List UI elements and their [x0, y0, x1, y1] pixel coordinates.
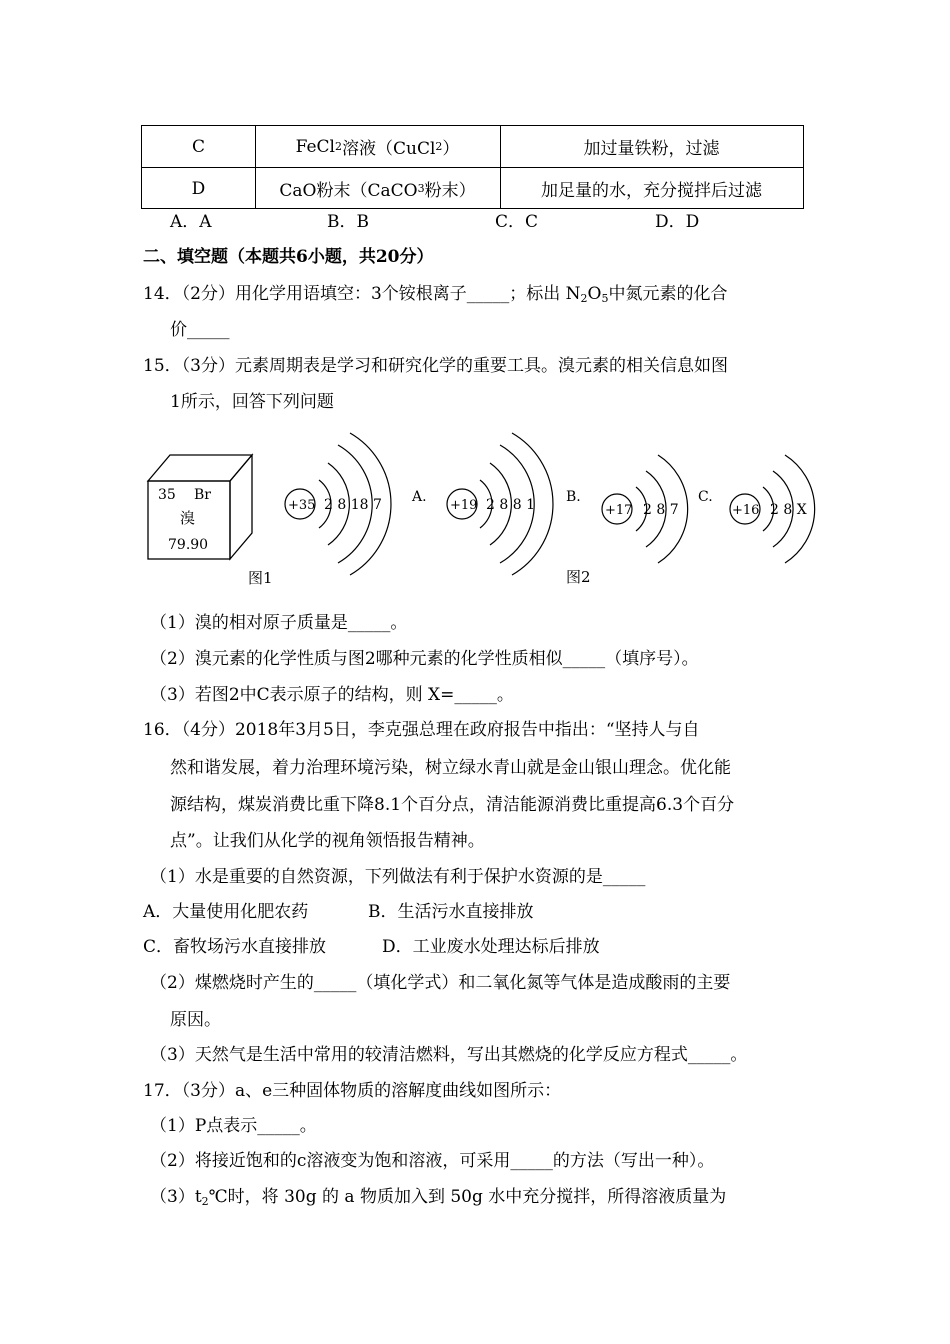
atom-b	[602, 455, 688, 563]
q16-line1: 16．（4分）2018年3月5日，李克强总理在政府报告中指出：“坚持人与自	[143, 720, 700, 740]
svg-text:+16: +16	[732, 503, 760, 518]
option-b: B．B	[327, 212, 369, 232]
figure2-label: 图2	[566, 568, 591, 586]
q14-line1: 14．（2分）用化学用语填空：3个铵根离子_____；标出 $N_2O_5$中氮元素的化合	[143, 284, 728, 305]
atom-a-label: A.	[412, 489, 427, 505]
atom-a	[447, 433, 553, 575]
svg-text:2 8 18 7: 2 8 18 7	[324, 497, 382, 513]
q17-sub3: $(3)t_2℃$时，将 30g 的 a 物质加入到 50g 水中充分搅拌，所得溶液质量为	[150, 1187, 727, 1208]
table-cell-substance: CaO粉末（CaCO 3 粉末）	[255, 168, 501, 209]
atom-br	[285, 433, 391, 575]
table-cell-method: 加足量的水，充分搅拌后过滤	[541, 181, 762, 201]
svg-text:2 8 7: 2 8 7	[643, 502, 679, 518]
svg-text:2 8 8 1: 2 8 8 1	[486, 497, 535, 513]
q17-line1: 17．（3分）a、e三种固体物质的溶解度曲线如图所示：	[143, 1081, 562, 1101]
q16-sub2-line1: （2）煤燃烧时产生的_____（填化学式）和二氧化氮等气体是造成酸雨的主要	[150, 973, 731, 993]
q16-option-b: B．生活污水直接排放	[368, 902, 534, 922]
q16-line4: 点”。让我们从化学的视角领悟报告精神。	[170, 831, 485, 851]
element-symbol: Br	[194, 487, 211, 503]
q16-line3: 源结构，煤炭消费比重下降8.1个百分点，清洁能源消费比重提高6.3个百分	[170, 795, 735, 815]
table-row	[142, 126, 803, 167]
q14-line2: 价_____	[170, 320, 230, 340]
option-d: D．D	[655, 212, 700, 232]
q16-option-d: D．工业废水处理达标后排放	[382, 937, 600, 957]
q16-sub1: （1）水是重要的自然资源，下列做法有利于保护水资源的是_____	[150, 867, 646, 887]
atom-b-label: B.	[566, 489, 581, 505]
q15-line2: 1所示，回答下列问题	[170, 392, 334, 412]
q16-sub3: （3）天然气是生活中常用的较清洁燃料，写出其燃烧的化学反应方程式_____。	[150, 1045, 748, 1065]
svg-text:2 8 X: 2 8 X	[770, 502, 807, 518]
q15-sub3: （3）若图2中C表示原子的结构，则 X=_____。	[150, 685, 514, 705]
table-cell-substance: FeCl 2 溶液（CuCl 2 ）	[255, 126, 501, 167]
element-name: 溴	[180, 509, 196, 527]
q17-sub1: （1）P点表示_____。	[150, 1116, 317, 1136]
q16-option-c: C．畜牧场污水直接排放	[143, 937, 327, 957]
atom-c	[730, 455, 815, 563]
q15-sub2: （2）溴元素的化学性质与图2哪种元素的化学性质相似_____（填序号）。	[150, 649, 699, 669]
element-number: 35	[158, 487, 176, 503]
q16-option-a: A．大量使用化肥农药	[143, 902, 309, 922]
svg-text:+17: +17	[605, 503, 633, 518]
table-cell-label: D	[142, 168, 256, 209]
q15-sub1: （1）溴的相对原子质量是_____。	[150, 613, 408, 633]
figure1-label: 图1	[248, 569, 273, 587]
table-row	[142, 167, 803, 209]
table-cell-method: 加过量铁粉，过滤	[583, 139, 720, 159]
q16-sub2-line2: 原因。	[170, 1010, 221, 1030]
option-a: A．A	[170, 212, 212, 232]
q17-sub2: （2）将接近饱和的c溶液变为饱和溶液，可采用_____的方法（写出一种）。	[150, 1151, 715, 1171]
element-mass: 79.90	[168, 537, 209, 553]
section-title: 二、填空题（本题共6小题，共20分）	[143, 247, 434, 267]
atomic-structure-figure	[140, 425, 820, 590]
separation-table	[141, 125, 804, 209]
q16-line2: 然和谐发展，着力治理环境污染，树立绿水青山就是金山银山理念。优化能	[170, 758, 731, 778]
atom-c-label: C.	[698, 489, 713, 505]
q15-line1: 15．（3分）元素周期表是学习和研究化学的重要工具。溴元素的相关信息如图	[143, 356, 728, 376]
svg-text:+19: +19	[450, 498, 478, 513]
table-cell-label: C	[142, 126, 256, 167]
option-c: C．C	[495, 212, 539, 232]
svg-text:+35: +35	[288, 498, 316, 513]
